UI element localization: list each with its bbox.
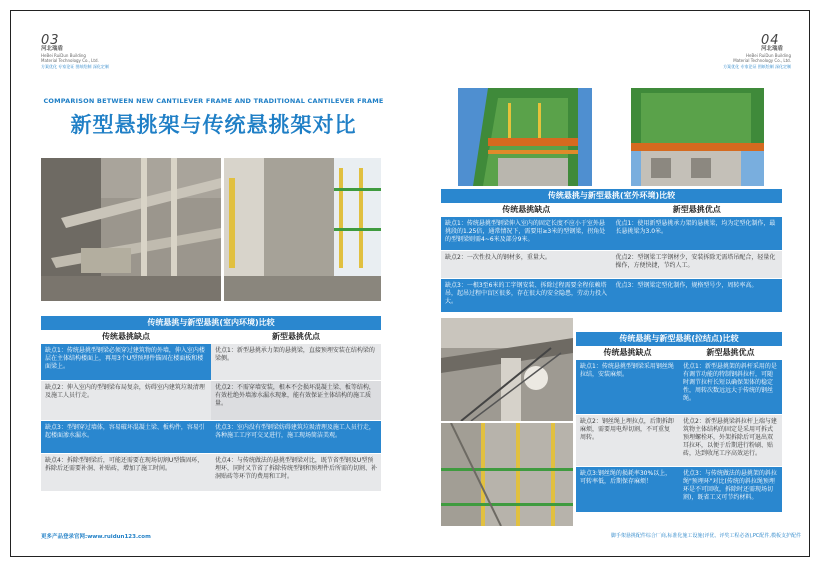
table-row <box>576 415 782 467</box>
outdoor-comparison-table <box>441 189 782 313</box>
brand-name: 河北瑞盾 <box>41 46 64 52</box>
table-row <box>576 360 782 415</box>
traditional-cell: 缺点3：型钢穿过墙体，容易破坏混凝土梁、板构件，容易引起楼面渗水漏水。 <box>41 421 211 454</box>
brand-name: 河北瑞盾 <box>761 46 784 52</box>
indoor-comparison-table <box>41 316 381 492</box>
header-traditional: 传统悬挑缺点 <box>102 332 150 341</box>
table-title: 传统悬挑与新型悬挑(室内环境)比较 <box>41 316 381 330</box>
brand-slogan: 方案优化 专家论证 图纸绘制 深化定制 <box>41 64 109 69</box>
footer-tagline: 脚手架悬挑配件综合厂商,标准化施工设施(评优、评奖工程必备),PC配件,模板支护配件 <box>610 533 801 539</box>
traditional-cell: 缺点1：传统悬挑型钢梁必须穿过建筑物的外墙，伸入室内楼层在主体结构楼面上，再用3个U型预埋件锚固在楼面板和楼面梁上。 <box>41 344 211 381</box>
table-title: 传统悬挑与新型悬挑(拉结点)比较 <box>576 332 782 346</box>
photo-indoor-traditional-beams <box>41 158 221 301</box>
table-row <box>576 467 782 513</box>
table-title: 传统悬挑与新型悬挑(室外环境)比较 <box>441 189 782 203</box>
header-new: 新型悬挑优点 <box>272 332 320 341</box>
photo-wire-rope-tie-point <box>441 318 573 421</box>
brand-slogan: 方案优化 专家论证 图纸绘制 深化定制 <box>723 64 791 69</box>
brand-en-line2: Material Technology Co., Ltd. <box>41 58 99 63</box>
table-row <box>441 251 782 279</box>
photo-new-tie-rod <box>441 423 573 526</box>
new-cell: 优点2：不需穿墙安装，根本不会损坏混凝土梁、板等结构，有效杜绝外墙渗水漏水现象，能有效保证主体结构的施工质量。 <box>211 381 381 421</box>
brand-en-line1: HeBei RuiDun Building <box>41 53 86 58</box>
table-header <box>441 203 782 217</box>
photo-indoor-new-frame <box>224 158 381 301</box>
brand-en-line2: Material Technology Co., Ltd. <box>733 58 791 63</box>
header-new: 新型悬挑优点 <box>672 205 721 214</box>
table-header <box>576 346 782 360</box>
new-cell: 优点4：与传统做法的悬挑型钢梁对比，既节省型钢及U型预埋环，同时又节省了拆除传统型钢和预埋件后所需的切割、补洞贴砖等环节的费用和工时。 <box>211 454 381 492</box>
traditional-cell: 缺点2：一次性投入的钢材多，重量大。 <box>441 251 612 279</box>
new-cell: 优点1：使用新型悬挑承力架的悬挑梁，均为定型化制作，最长悬挑梁为3.0米。 <box>612 217 783 251</box>
left-page <box>11 11 411 556</box>
photo-exterior-building-1 <box>458 88 592 186</box>
new-cell: 优点2：型钢梁工字钢材少，安装拆除无需塔吊配合，轻量化操作，方便快捷，节约人工。 <box>612 251 783 279</box>
table-row <box>41 454 381 492</box>
table-row <box>441 279 782 313</box>
traditional-cell: 缺点3：一根3至6米的工字钢安装、拆除过程需要全程依赖塔吊，起吊过程中盲区很多，存在很大的安全隐患，劳动力投入大。 <box>441 279 612 313</box>
new-cell: 优点3：室内没有型钢梁妨碍建筑垃圾清理及施工人员行走，各种施工工序可交叉进行，施工现场简洁美观。 <box>211 421 381 454</box>
header-traditional: 传统悬挑缺点 <box>603 348 652 357</box>
traditional-cell: 缺点4：拆除型钢梁后，可能还需要在现场切割U型锚固环，拆除后还需要补洞、补贴砖，增加了施工时间。 <box>41 454 211 492</box>
traditional-cell: 缺点1：传统悬挑型钢梁采用钢丝绳拉结，安装麻烦。 <box>576 360 679 415</box>
page-number: 03 <box>41 33 60 48</box>
brochure-spread <box>10 10 810 557</box>
new-cell: 优点2：新型悬挑梁斜拉杆上端与建筑物主体结构的固定是采用可拆式预埋螺栓环，外架拆除后可退出双耳拉环，以便于后期进行粉刷、贴砖，达到收尾工序高效运行。 <box>679 415 782 467</box>
new-cell: 优点3：与传统做法的悬挑架的斜拉绳"预埋环"对比(传统的斜拉绳预埋环是不可回收，拆除时还需现场切割)，既省工又可节约材料。 <box>679 467 782 513</box>
table-row <box>41 381 381 421</box>
new-cell: 优点1：新型悬挑架的斜杆采用的是有调节功能的特制钢斜拉杆，可随时调节拉杆长短以确保架体的稳定性，周转次数远远大于传统的钢丝绳。 <box>679 360 782 415</box>
traditional-cell: 缺点2：伸入室内的型钢梁布局复杂，妨碍室内建筑垃圾清理及施工人员行走。 <box>41 381 211 421</box>
traditional-cell: 缺点3:钢丝绳的损耗率30%以上，可转率低，后期保存麻烦！ <box>576 467 679 513</box>
photo-exterior-building-2 <box>631 88 764 186</box>
new-cell: 优点3：型钢梁定型化制作，规格型号少，周转率高。 <box>612 279 783 313</box>
traditional-cell: 缺点1：传统悬挑型钢梁伸入室内的固定长度不应小于室外悬挑段的1.25倍，通常情况下，需要用≥3米的型钢梁，拐角处的型钢梁则需4~6米及部分9米。 <box>441 217 612 251</box>
table-row <box>41 344 381 381</box>
table-row <box>41 421 381 454</box>
traditional-cell: 缺点2：钢丝绳上埋拉点，后期拆卸麻烦，需要用电焊切割，不可重复周转。 <box>576 415 679 467</box>
table-header <box>41 330 381 344</box>
title-chinese: 新型悬挑架与传统悬挑架对比 <box>70 113 357 137</box>
footer-website: 更多产品登录官网:www.ruidun123.com <box>41 534 151 540</box>
table-row <box>441 217 782 251</box>
title-english: COMPARISON BETWEEN NEW CANTILEVER FRAME AND TRADITIONAL CANTILEVER FRAME <box>43 97 384 105</box>
tie-point-comparison-table <box>576 332 782 513</box>
right-page <box>411 11 809 556</box>
page-number: 04 <box>761 33 780 48</box>
header-traditional: 传统悬挑缺点 <box>502 205 551 214</box>
header-new: 新型悬挑优点 <box>706 348 755 357</box>
new-cell: 优点1：新型悬挑承力架的悬挑梁，直接预埋安装在结构梁的梁侧。 <box>211 344 381 381</box>
brand-en-line1: HeBei RuiDun Building <box>746 53 791 58</box>
